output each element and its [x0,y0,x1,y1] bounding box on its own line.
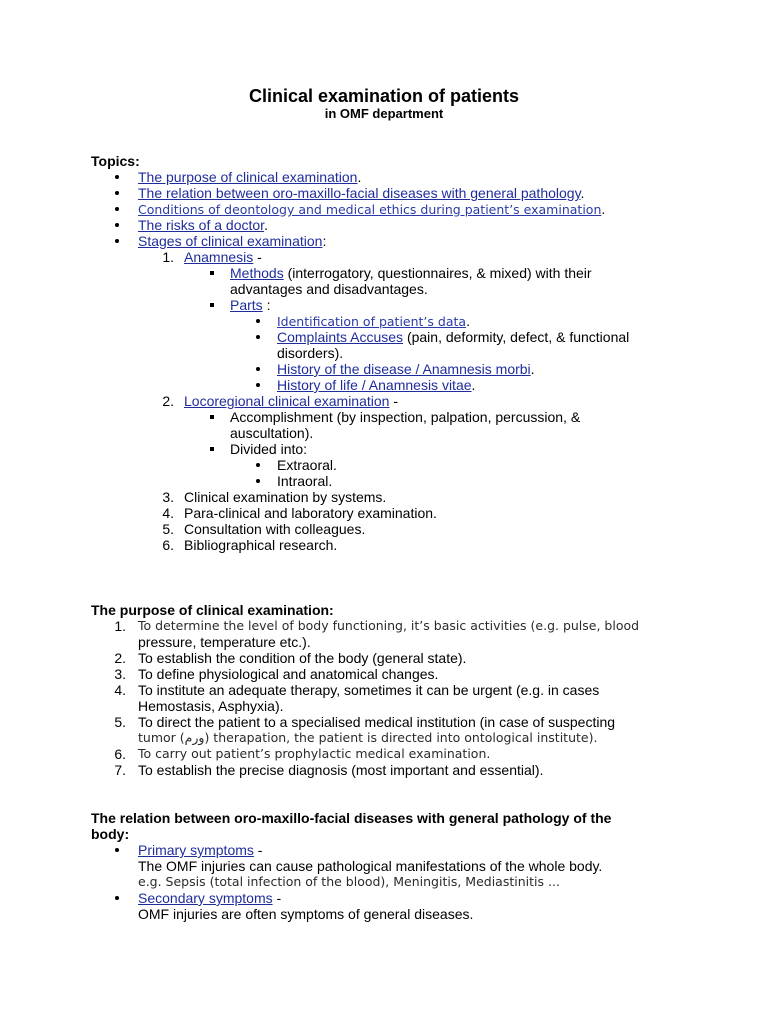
bullet-icon [256,383,260,387]
link-identification[interactable]: Identification of patient’s data [277,314,467,329]
topic-link-risks[interactable]: The risks of a doctor [138,217,265,233]
stage-item: Anamnesis - [184,249,262,265]
list-number: 5. [162,521,174,537]
bullet-icon [256,367,260,371]
list-number: 6. [162,537,174,553]
purpose-item: To establish the precise diagnosis (most important and essential). [138,762,544,778]
list-number: 3. [114,666,126,682]
list-number: 2. [114,650,126,666]
topics-heading: Topics: [91,153,140,169]
part-item: History of the disease / Anamnesis morbi. [277,361,535,377]
purpose-item-continued: pressure, temperature etc.). [138,634,311,650]
list-number: 4. [162,505,174,521]
topic-item: Stages of clinical examination: [138,233,327,249]
relation-item: Primary symptoms - [138,842,263,858]
sub-item: Methods (interrogatory, questionnaires, & mixed) with their [230,265,592,281]
purpose-item: To direct the patient to a specialised medical institution (in case of suspecting [138,714,616,730]
section-heading-relation: The relation between oro-maxillo-facial diseases with general pathology of the [91,810,612,826]
link-methods[interactable]: Methods [230,265,284,281]
section-heading-relation-continued: body: [91,826,130,842]
list-number: 7. [114,762,126,778]
list-number: 5. [114,714,126,730]
purpose-item-continued: tumor (ورم) therapation, the patient is directed into ontological institute). [138,730,598,745]
bullet-icon [256,479,260,483]
topic-link-purpose[interactable]: The purpose of clinical examination [138,169,358,185]
list-number: 4. [114,682,126,698]
bullet-icon [115,848,119,852]
list-number: 1. [114,618,126,634]
bullet-icon [256,335,260,339]
section-heading-purpose: The purpose of clinical examination: [91,602,334,618]
bullet-icon [115,896,119,900]
part-item-continued: disorders). [277,345,344,361]
part-item: Complaints Accuses (pain, deformity, defect, & functional [277,329,630,345]
sub-item: Parts : [230,297,271,313]
part-item: History of life / Anamnesis vitae. [277,377,476,393]
link-complaints[interactable]: Complaints Accuses [277,329,404,345]
topic-item: The purpose of clinical examination. [138,169,362,185]
sub-item: Accomplishment (by inspection, palpation, percussion, & [230,409,581,425]
stage-item: Clinical examination by systems. [184,489,387,505]
list-number: 3. [162,489,174,505]
relation-item-text: The OMF injuries can cause pathological manifestations of the whole body. [138,858,603,874]
stage-item: Locoregional clinical examination - [184,393,399,409]
topic-link-stages[interactable]: Stages of clinical examination [138,233,323,249]
purpose-item: To define physiological and anatomical changes. [138,666,439,682]
stage-link-anamnesis[interactable]: Anamnesis [184,249,254,265]
stage-item: Bibliographical research. [184,537,338,553]
square-bullet-icon [210,415,214,419]
bullet-icon [115,191,119,195]
bullet-icon [115,207,119,211]
bullet-icon [115,239,119,243]
sub-item-continued: advantages and disadvantages. [230,281,428,297]
square-bullet-icon [210,447,214,451]
list-number: 1. [162,249,174,265]
link-history-life[interactable]: History of life / Anamnesis vitae [277,377,472,393]
link-secondary-symptoms[interactable]: Secondary symptoms [138,890,273,906]
relation-item: Secondary symptoms - [138,890,282,906]
topic-link-deontology[interactable]: Conditions of deontology and medical ethics during patient’s examination [138,202,602,217]
link-history-disease[interactable]: History of the disease / Anamnesis morbi [277,361,531,377]
stage-item: Consultation with colleagues. [184,521,366,537]
stage-item: Para-clinical and laboratory examination. [184,505,437,521]
sub-item-continued: auscultation). [230,425,314,441]
relation-item-text: OMF injuries are often symptoms of general diseases. [138,906,474,922]
part-item: Identification of patient’s data. [277,313,470,329]
link-parts[interactable]: Parts [230,297,263,313]
list-number: 2. [162,393,174,409]
page-title: Clinical examination of patients [248,86,520,106]
topic-item: The risks of a doctor. [138,217,268,233]
part-item: Extraoral. [277,457,337,473]
sub-item: Divided into: [230,441,308,457]
bullet-icon [256,319,260,323]
square-bullet-icon [210,271,214,275]
link-primary-symptoms[interactable]: Primary symptoms [138,842,254,858]
topic-item: Conditions of deontology and medical ethics during patient’s examination. [138,201,606,217]
part-item: Intraoral. [277,473,333,489]
purpose-item-continued: Hemostasis, Asphyxia). [138,698,284,714]
purpose-item: To institute an adequate therapy, sometimes it can be urgent (e.g. in cases [138,682,600,698]
purpose-item: To carry out patient’s prophylactic medical examination. [138,746,491,761]
purpose-item: To establish the condition of the body (general state). [138,650,467,666]
list-number: 6. [114,746,126,762]
stage-link-locoregional[interactable]: Locoregional clinical examination [184,393,390,409]
bullet-icon [115,223,119,227]
bullet-icon [256,463,260,467]
bullet-icon [115,175,119,179]
relation-item-example: e.g. Sepsis (total infection of the blood), Meningitis, Mediastinitis ... [138,874,560,889]
topic-link-relation[interactable]: The relation between oro-maxillo-facial diseases with general pathology [138,185,581,201]
page-subtitle: in OMF department [324,106,444,121]
square-bullet-icon [210,303,214,307]
topic-item: The relation between oro-maxillo-facial diseases with general pathology. [138,185,585,201]
purpose-item: To determine the level of body functioning, it’s basic activities (e.g. pulse, blood [138,618,640,633]
